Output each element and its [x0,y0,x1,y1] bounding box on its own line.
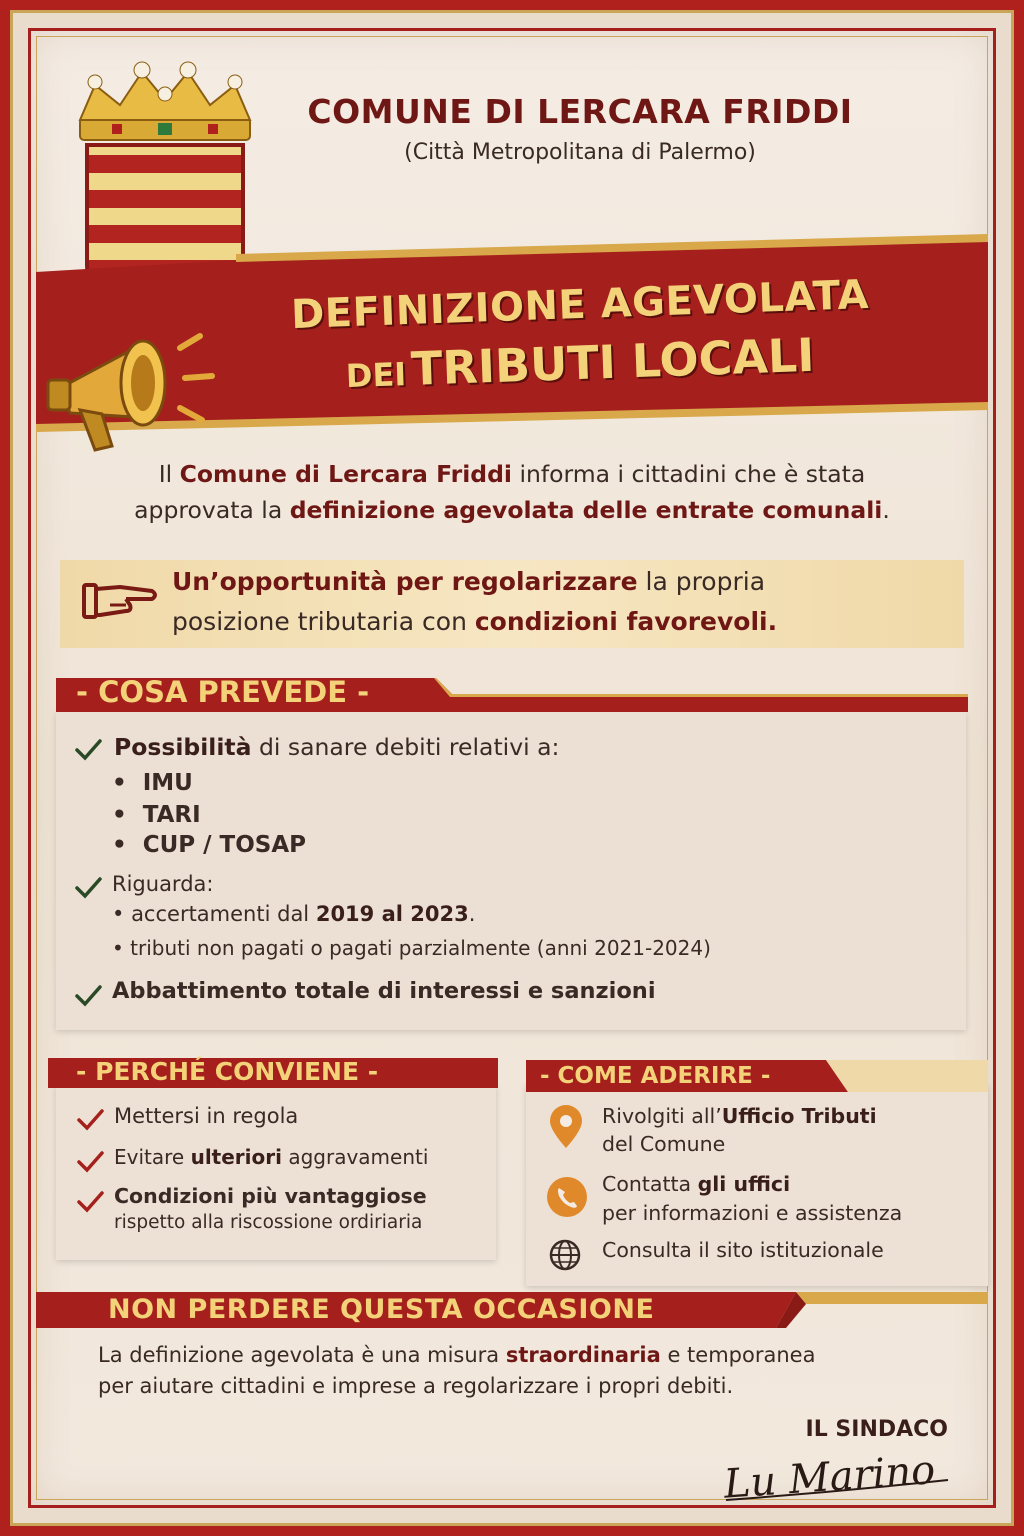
come-item-1: Rivolgiti all’Ufficio Tributi [602,1104,877,1128]
pointing-hand-icon [80,575,160,625]
footer-banner-title: NON PERDERE QUESTA OCCASIONE [108,1294,655,1325]
prevede-sub-2: • tributi non pagati o pagati parzialmente (anni 2021-2024) [112,936,711,960]
title-tributi: TRIBUTI LOCALI [410,327,816,396]
phone-icon [546,1176,588,1218]
perche-conviene-header [48,1054,498,1090]
megaphone-icon [40,318,230,458]
tax-item-tari: • TARI [112,802,201,828]
location-pin-icon [546,1104,586,1150]
opportunity-text: Un’opportunità per regolarizzare la propria posizione tributaria con condizioni favorevoli. [172,567,778,636]
checkmark-icon [76,1108,104,1132]
come-item-3: Consulta il sito istituzionale [602,1238,884,1262]
mayor-label: IL SINDACO [805,1417,948,1442]
checkmark-icon [74,876,102,900]
perche-item-3-sub: rispetto alla riscossione ordiriaria [114,1212,423,1233]
checkmark-icon [76,1190,104,1214]
come-item-1-sub: del Comune [602,1132,726,1156]
perche-conviene-title: - PERCHÉ CONVIENE - [76,1057,379,1086]
perche-item-3: Condizioni più vantaggiose [114,1184,427,1208]
come-aderire-title: - COME ADERIRE - [540,1063,771,1089]
come-aderire-header [526,1058,988,1094]
checkmark-icon [74,738,102,762]
tax-item-imu: • IMU [112,770,193,796]
prevede-item-2: Riguarda: [112,872,214,896]
come-item-2-sub: per informazioni e assistenza [602,1201,903,1225]
tax-item-cup-tosap: • CUP / TOSAP [112,832,307,858]
cosa-prevede-header [56,674,968,710]
checkmark-icon [76,1150,104,1174]
checkmark-icon [74,984,102,1008]
title-dei: DEI [345,355,407,396]
prevede-item-3: Abbattimento totale di interessi e sanzioni [112,978,656,1004]
cosa-prevede-title: - COSA PREVEDE - [76,675,370,709]
prevede-sub-1: • accertamenti dal 2019 al 2023. [112,902,476,926]
footer-banner [36,1290,988,1330]
title-line-1: DEFINIZIONE AGEVOLATA [290,271,870,339]
perche-item-1: Mettersi in regola [114,1104,299,1128]
municipality-name: COMUNE DI LERCARA FRIDDI [307,92,853,131]
perche-item-2: Evitare ulteriori aggravamenti [114,1145,429,1169]
globe-icon [548,1238,582,1272]
intro-paragraph: Il Comune di Lercara Friddi informa i cittadini che è stata approvata la definizione agevolata delle entrate comunali. [134,460,890,524]
svg-text:Lu Marino: Lu Marino [722,1447,937,1508]
municipality-subtitle: (Città Metropolitana di Palermo) [404,140,756,165]
closing-note: La definizione agevolata è una misura straordinaria e temporanea per aiutare cittadini e imprese a regolarizzare i propri debiti. [98,1343,816,1398]
signature [716,1442,956,1512]
prevede-item-1: Possibilità di sanare debiti relativi a: [114,733,560,761]
come-item-2: Contatta gli uffici [602,1172,791,1196]
